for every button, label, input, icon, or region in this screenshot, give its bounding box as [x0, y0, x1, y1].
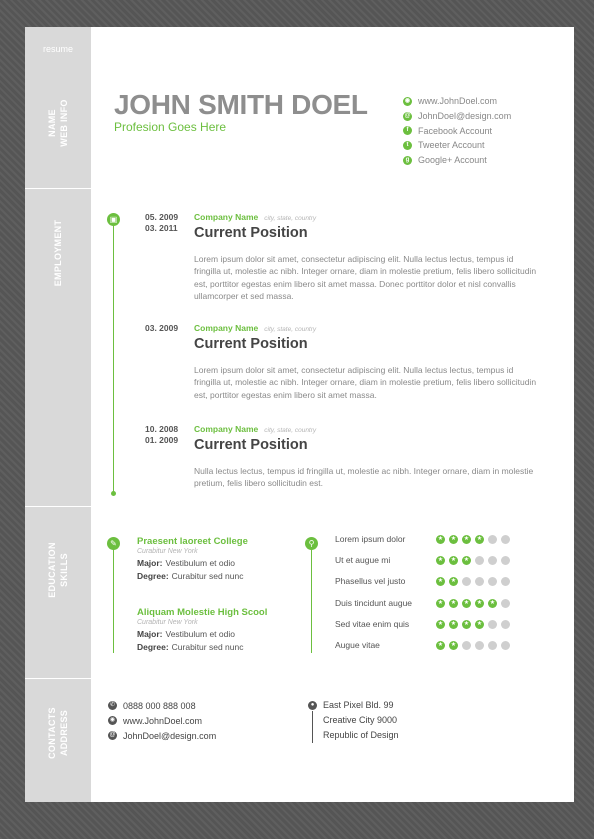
location-pin-icon: ●	[308, 701, 317, 710]
globe-icon: ◉	[109, 717, 116, 723]
skill-name: Lorem ipsum dolor	[335, 534, 406, 544]
empty-dot-icon	[488, 556, 497, 565]
address-line-3: Republic of Design	[323, 730, 399, 740]
skill-item	[335, 555, 535, 576]
skill-item	[335, 534, 535, 555]
empty-dot-icon	[475, 577, 484, 586]
company-location: city, state, country	[264, 427, 317, 434]
briefcase-icon: ▣	[107, 213, 120, 226]
skills-list	[335, 534, 535, 661]
empty-dot-icon	[475, 641, 484, 650]
employment-timeline	[113, 221, 114, 493]
empty-dot-icon	[501, 577, 510, 586]
sidebar-divider	[25, 678, 91, 679]
company-location: city, state, country	[264, 326, 317, 333]
contact-phone	[108, 698, 196, 713]
skills-timeline	[311, 549, 312, 653]
skill-rating	[436, 599, 514, 608]
sidebar-divider	[25, 506, 91, 507]
star-icon: ★	[450, 641, 457, 648]
magnifier-icon: ⚲	[305, 537, 318, 550]
skill-item	[335, 576, 535, 597]
skill-name: Ut et augue mi	[335, 555, 391, 566]
skill-rating	[436, 535, 514, 544]
empty-dot-icon	[501, 535, 510, 544]
google-plus-icon: g	[403, 156, 412, 165]
company-name: Company Name	[194, 323, 259, 333]
skill-name: Augue vitae	[335, 639, 380, 650]
empty-dot-icon	[462, 577, 471, 586]
timeline-end-dot	[111, 491, 116, 496]
education-degree: Degree: Curabitur sed nunc	[137, 642, 244, 652]
skill-rating	[436, 577, 514, 586]
star-icon: ★	[489, 599, 496, 606]
job-company-line	[194, 424, 316, 436]
twitter-icon: t	[403, 141, 412, 150]
star-icon: ★	[437, 599, 444, 606]
phone-icon: ✆	[109, 702, 116, 708]
web-link[interactable]	[403, 153, 511, 168]
skill-rating	[436, 620, 514, 629]
education-major: Major: Vestibulum et odio	[137, 629, 235, 639]
web-link-text: JohnDoel@design.com	[418, 111, 512, 122]
address	[323, 698, 399, 743]
profession: Profesion Goes Here	[114, 120, 227, 134]
job-position: Current Position	[194, 437, 308, 453]
education-entry	[137, 536, 307, 581]
skill-name: Phasellus vel justo	[335, 576, 406, 587]
at-icon: @	[109, 732, 116, 738]
job-description: Lorem ipsum dolor sit amet, consectetur adipiscing elit. Nulla lectus lectus, tempus id fringilla ut, molestie ac nibh. Integer ornare, diam in molestie pretium, felis libero sollicitudin est, porttitor egestas enim libero sit amet massa. Donec porttitor dolor et nisl convallis ullamcorper et sed massa.	[194, 254, 537, 301]
person-name: JOHN SMITH DOEL	[114, 89, 368, 120]
sidebar	[25, 27, 91, 802]
school-name: Aliquam Molestie High Scool	[137, 607, 268, 618]
empty-dot-icon	[462, 641, 471, 650]
sidebar-divider	[25, 188, 91, 189]
job-company-line	[194, 212, 316, 224]
school-name: Praesent laoreet College	[137, 536, 248, 547]
skill-item	[335, 619, 535, 640]
empty-dot-icon	[501, 556, 510, 565]
pencil-icon: ✎	[107, 537, 120, 550]
job-dates: 03. 2009	[145, 323, 179, 333]
job-description: Lorem ipsum dolor sit amet, consectetur adipiscing elit. Nulla lectus lectus, tempus id fringilla ut, molestie ac nibh. Integer ornare, diam in molestie pretium, felis libero sollicitudin est, porttitor egestas enim libero sit amet massa.	[194, 365, 537, 400]
brand-label: resume	[42, 44, 73, 54]
address-line-2: Creative City 9000	[323, 715, 398, 725]
school-location: Curabitur New York	[137, 619, 198, 626]
contact-text: JohnDoel@design.com	[123, 730, 217, 741]
education-entry	[137, 607, 307, 652]
empty-dot-icon	[475, 556, 484, 565]
star-icon: ★	[476, 536, 483, 542]
sidebar-section-contacts: CONTACTS ADDRESS	[47, 707, 69, 759]
skill-rating	[436, 641, 514, 650]
job-company-line	[194, 323, 316, 335]
job-position: Current Position	[194, 225, 308, 241]
web-link[interactable]	[403, 123, 511, 138]
skill-rating	[436, 556, 514, 565]
star-icon: ★	[450, 578, 457, 585]
web-link-text: Google+ Account	[418, 155, 487, 166]
address-line	[312, 711, 313, 743]
star-icon: ★	[463, 557, 470, 564]
skill-name: Sed vitae enim quis	[335, 618, 410, 629]
skill-item	[335, 640, 535, 661]
company-location: city, state, country	[264, 215, 317, 222]
star-icon: ★	[463, 599, 470, 606]
sidebar-section-education: EDUCATION SKILLS	[47, 542, 69, 598]
star-icon: ★	[450, 557, 457, 564]
star-icon: ★	[437, 641, 444, 648]
star-icon: ★	[476, 620, 483, 627]
facebook-icon: f	[403, 126, 412, 135]
star-icon: ★	[463, 620, 470, 627]
globe-icon: ◉	[404, 97, 411, 104]
at-icon: @	[404, 112, 411, 119]
web-link[interactable]	[403, 94, 511, 109]
web-link-text: Tweeter Account	[418, 140, 485, 151]
address-line-1: East Pixel Bld. 99	[323, 700, 394, 710]
skill-item	[335, 598, 535, 619]
star-icon: ★	[450, 599, 457, 606]
empty-dot-icon	[488, 620, 497, 629]
web-link[interactable]	[403, 138, 511, 153]
web-link-text: Facebook Account	[418, 125, 493, 136]
company-name: Company Name	[194, 212, 259, 222]
star-icon: ★	[450, 620, 457, 627]
star-icon: ★	[463, 536, 470, 542]
empty-dot-icon	[488, 535, 497, 544]
contact-website[interactable]	[108, 713, 202, 728]
resume-page	[25, 27, 574, 802]
empty-dot-icon	[488, 577, 497, 586]
empty-dot-icon	[501, 599, 510, 608]
star-icon: ★	[437, 536, 444, 542]
job-dates: 10. 2008 01. 2009	[145, 424, 179, 445]
contact-text: 0888 000 888 008	[123, 700, 196, 711]
empty-dot-icon	[501, 620, 510, 629]
education-degree: Degree: Curabitur sed nunc	[137, 571, 244, 581]
skill-name: Duis tincidunt augue	[335, 597, 413, 608]
web-link[interactable]	[403, 109, 511, 124]
sidebar-section-name: NAME WEB INFO	[47, 99, 69, 147]
star-icon: ★	[437, 557, 444, 564]
star-icon: ★	[450, 536, 457, 542]
star-icon: ★	[437, 620, 444, 627]
education-timeline	[113, 549, 114, 653]
empty-dot-icon	[501, 641, 510, 650]
education-major: Major: Vestibulum et odio	[137, 558, 235, 568]
school-location: Curabitur New York	[137, 548, 198, 555]
star-icon: ★	[437, 578, 444, 585]
company-name: Company Name	[194, 424, 259, 434]
web-links	[403, 94, 511, 167]
contact-email[interactable]	[108, 728, 216, 743]
contact-text: www.JohnDoel.com	[123, 715, 203, 726]
job-description: Nulla lectus lectus, tempus id fringilla ut, molestie ac nibh. Integer ornare, diam in molestie pretium, felis libero sollicitudin est.	[194, 466, 534, 489]
sidebar-section-employment: EMPLOYMENT	[53, 219, 63, 287]
job-dates: 05. 2009 03. 2011	[145, 212, 179, 233]
star-icon: ★	[476, 599, 483, 606]
empty-dot-icon	[488, 641, 497, 650]
job-position: Current Position	[194, 336, 308, 352]
web-link-text: www.JohnDoel.com	[418, 96, 498, 107]
